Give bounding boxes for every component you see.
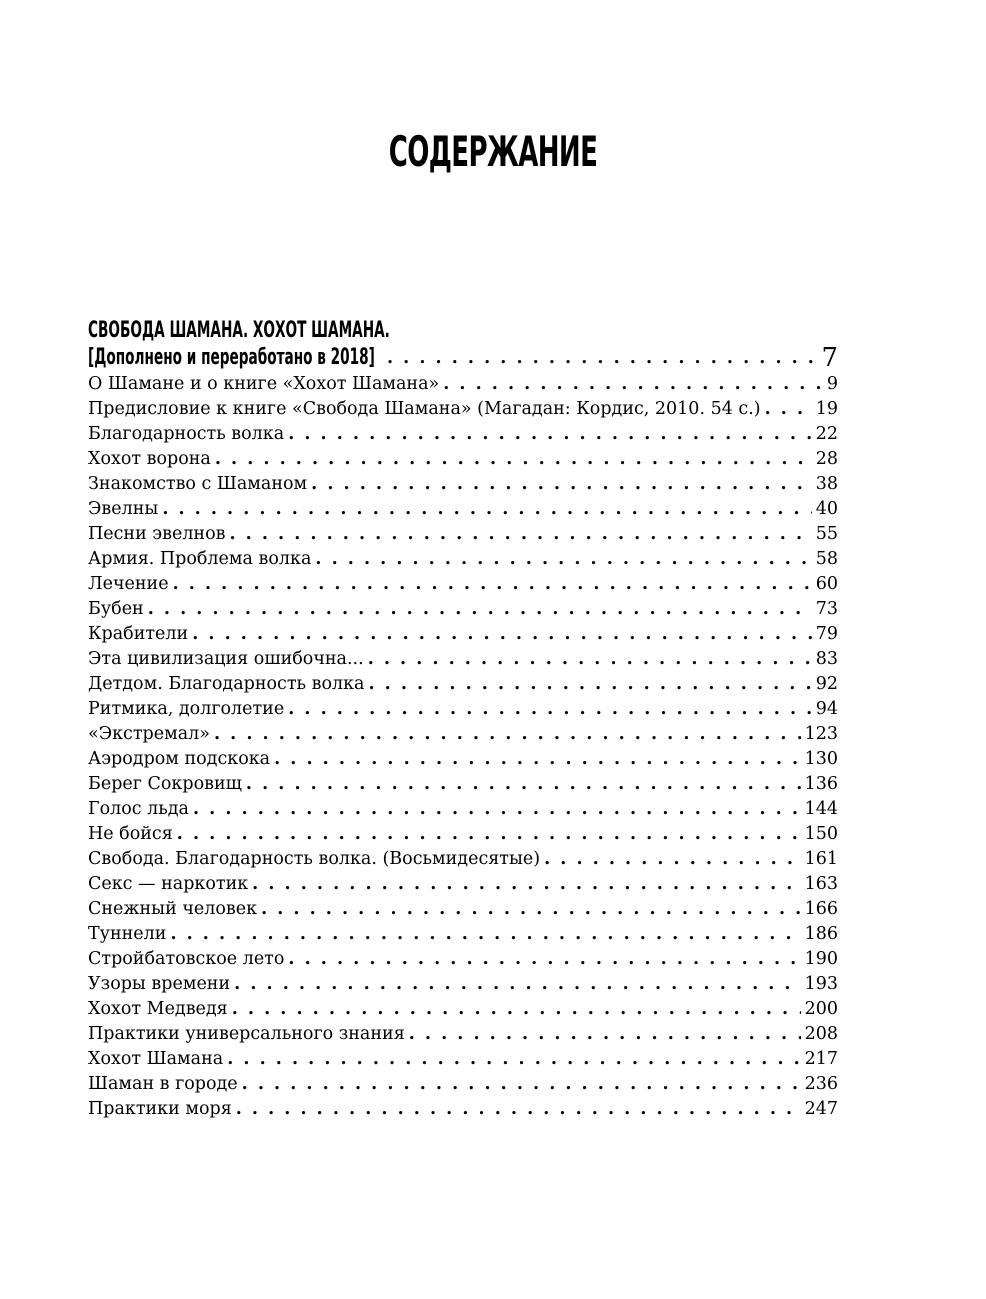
- toc-entries: [88, 372, 838, 1122]
- toc-entry-page: 217: [804, 1049, 838, 1069]
- toc-entry[interactable]: [88, 997, 838, 1022]
- toc-entry[interactable]: [88, 947, 838, 972]
- toc-entry[interactable]: [88, 797, 838, 822]
- toc-entry[interactable]: [88, 672, 838, 697]
- toc-entry-title: Лечение: [88, 574, 169, 594]
- toc-entry[interactable]: [88, 397, 838, 422]
- toc-entry-title: О Шамане и о книге «Хохот Шамана»: [88, 374, 440, 394]
- toc-entry-page: 150: [804, 824, 838, 844]
- toc-entry[interactable]: [88, 847, 838, 872]
- toc-entry-title: Хохот ворона: [88, 449, 211, 469]
- leader-dots: [443, 372, 823, 397]
- leader-dots: [234, 972, 800, 997]
- toc-entry[interactable]: [88, 597, 838, 622]
- leader-dots: [173, 572, 812, 597]
- section-heading-line2: [Дополнено и переработано в 2018]: [88, 345, 375, 370]
- toc-entry-page: 236: [804, 1074, 838, 1094]
- leader-dots: [162, 497, 811, 522]
- toc-entry[interactable]: [88, 922, 838, 947]
- leader-dots: [230, 522, 812, 547]
- toc-entry[interactable]: [88, 972, 838, 997]
- toc-entry-title: Благодарность волка: [88, 424, 285, 444]
- leader-dots: [242, 1072, 801, 1097]
- toc-entry-title: Хохот Шамана: [88, 1049, 224, 1069]
- leader-dots: [170, 922, 800, 947]
- toc-entry-title: Снежный человек: [88, 899, 258, 919]
- toc-entry-title: Берег Сокровищ: [88, 774, 242, 794]
- toc-entry-page: 163: [804, 874, 838, 894]
- leader-dots: [236, 1097, 801, 1122]
- toc-entry-page: 190: [804, 949, 838, 969]
- toc-entry-page: 73: [815, 599, 838, 619]
- toc-entry-page: 123: [804, 724, 838, 744]
- toc-entry[interactable]: [88, 722, 838, 747]
- toc-entry[interactable]: [88, 497, 838, 522]
- toc-entry[interactable]: [88, 697, 838, 722]
- toc-entry[interactable]: [88, 747, 838, 772]
- leader-dots: [215, 447, 812, 472]
- toc-entry-title: Песни эвелнов: [88, 524, 226, 544]
- toc-entry[interactable]: [88, 1047, 838, 1072]
- toc-entry-page: 83: [815, 649, 838, 669]
- toc-entry-title: Предисловие к книге «Свобода Шамана» (Магадан: Кордис, 2010. 54 с.): [88, 399, 761, 419]
- page-title: СОДЕРЖАНИЕ: [388, 127, 598, 176]
- toc-entry-title: Эта цивилизация ошибочна...: [88, 649, 364, 669]
- section-heading: [88, 318, 838, 344]
- leader-dots: [409, 1022, 801, 1047]
- toc-entry[interactable]: [88, 547, 838, 572]
- leader-dots: [246, 772, 801, 797]
- toc-entry[interactable]: [88, 872, 838, 897]
- toc-entry-page: 144: [804, 799, 838, 819]
- toc-entry-title: Узоры времени: [88, 974, 231, 994]
- toc-entry-page: 136: [804, 774, 838, 794]
- leader-dots: [148, 597, 812, 622]
- toc-entry-page: 208: [804, 1024, 838, 1044]
- toc-entry-page: 55: [815, 524, 838, 544]
- toc-entry-title: Знакомство с Шаманом: [88, 474, 308, 494]
- leader-dots: [315, 547, 811, 572]
- toc-entry[interactable]: [88, 772, 838, 797]
- section-heading-line1: СВОБОДА ШАМАНА. ХОХОТ ШАМАНА.: [88, 318, 390, 343]
- toc-entry-title: Не бойся: [88, 824, 173, 844]
- toc-entry[interactable]: [88, 472, 838, 497]
- leader-dots: [214, 722, 801, 747]
- leader-dots: [369, 672, 812, 697]
- toc-entry-title: Стройбатовское лето: [88, 949, 285, 969]
- section-page-number: 7: [821, 343, 838, 373]
- toc-entry-title: Туннели: [88, 924, 167, 944]
- toc-entry[interactable]: [88, 522, 838, 547]
- toc-entry-title: Армия. Проблема волка: [88, 549, 312, 569]
- toc-entry-title: Голос льда: [88, 799, 189, 819]
- toc-entry-title: Хохот Медведя: [88, 999, 228, 1019]
- leader-dots: [544, 847, 801, 872]
- toc-entry-title: Эвелны: [88, 499, 159, 519]
- toc-entry-title: Крабители: [88, 624, 189, 644]
- toc-entry-title: Практики универсального знания: [88, 1024, 405, 1044]
- toc-entry-page: 22: [815, 424, 838, 444]
- toc-entry-page: 161: [804, 849, 838, 869]
- leader-dots: [227, 1047, 800, 1072]
- toc-entry-title: «Экстремал»: [88, 724, 210, 744]
- toc-entry-page: 200: [804, 999, 838, 1019]
- toc-entry-page: 9: [826, 374, 838, 394]
- toc-entry[interactable]: [88, 1022, 838, 1047]
- toc-entry[interactable]: [88, 447, 838, 472]
- toc-entry-page: 40: [815, 499, 838, 519]
- toc-entry[interactable]: [88, 572, 838, 597]
- leader-dots: [274, 747, 800, 772]
- leader-dots: [288, 697, 812, 722]
- toc-entry-page: 166: [804, 899, 838, 919]
- toc-entry[interactable]: [88, 622, 838, 647]
- leader-dots: [311, 472, 812, 497]
- leader-dots: [765, 397, 812, 422]
- toc-entry[interactable]: [88, 822, 838, 847]
- toc-entry[interactable]: [88, 372, 838, 397]
- leader-dots: [288, 947, 800, 972]
- toc-entry-title: Бубен: [88, 599, 144, 619]
- toc-entry-page: 60: [815, 574, 838, 594]
- toc-entry-title: Детдом. Благодарность волка: [88, 674, 365, 694]
- leader-dots: [288, 422, 812, 447]
- toc-entry-title: Практики моря: [88, 1099, 232, 1119]
- toc-entry[interactable]: [88, 1097, 838, 1122]
- section-heading-line2-wrapper: [88, 344, 383, 372]
- toc-entry-page: 28: [815, 449, 838, 469]
- toc-entry-page: 186: [804, 924, 838, 944]
- toc-entry-page: 19: [815, 399, 838, 419]
- toc-entry-page: 247: [804, 1099, 838, 1119]
- toc-entry-title: Аэродром подскока: [88, 749, 271, 769]
- toc-entry-page: 38: [815, 474, 838, 494]
- toc-entry-title: Ритмика, долголетие: [88, 699, 285, 719]
- leader-dots: [177, 822, 801, 847]
- leader-dots: [232, 997, 801, 1022]
- table-of-contents: [88, 318, 838, 1122]
- section-heading-row[interactable]: [88, 344, 838, 372]
- toc-entry[interactable]: [88, 1072, 838, 1097]
- toc-entry-title: Секс — наркотик: [88, 874, 249, 894]
- toc-entry-page: 58: [815, 549, 838, 569]
- toc-entry-page: 193: [804, 974, 838, 994]
- leader-dots: [368, 647, 812, 672]
- leader-dots: [193, 797, 801, 822]
- leader-dots: [192, 622, 812, 647]
- toc-entry-page: 130: [804, 749, 838, 769]
- toc-entry[interactable]: [88, 647, 838, 672]
- toc-entry-page: 94: [815, 699, 838, 719]
- toc-entry[interactable]: [88, 422, 838, 447]
- toc-entry[interactable]: [88, 897, 838, 922]
- toc-entry-title: Свобода. Благодарность волка. (Восьмидесятые): [88, 849, 541, 869]
- toc-entry-page: 92: [815, 674, 838, 694]
- leader-dots: [252, 872, 800, 897]
- toc-entry-page: 79: [815, 624, 838, 644]
- leader-dots: [387, 344, 817, 372]
- toc-entry-title: Шаман в городе: [88, 1074, 238, 1094]
- leader-dots: [261, 897, 801, 922]
